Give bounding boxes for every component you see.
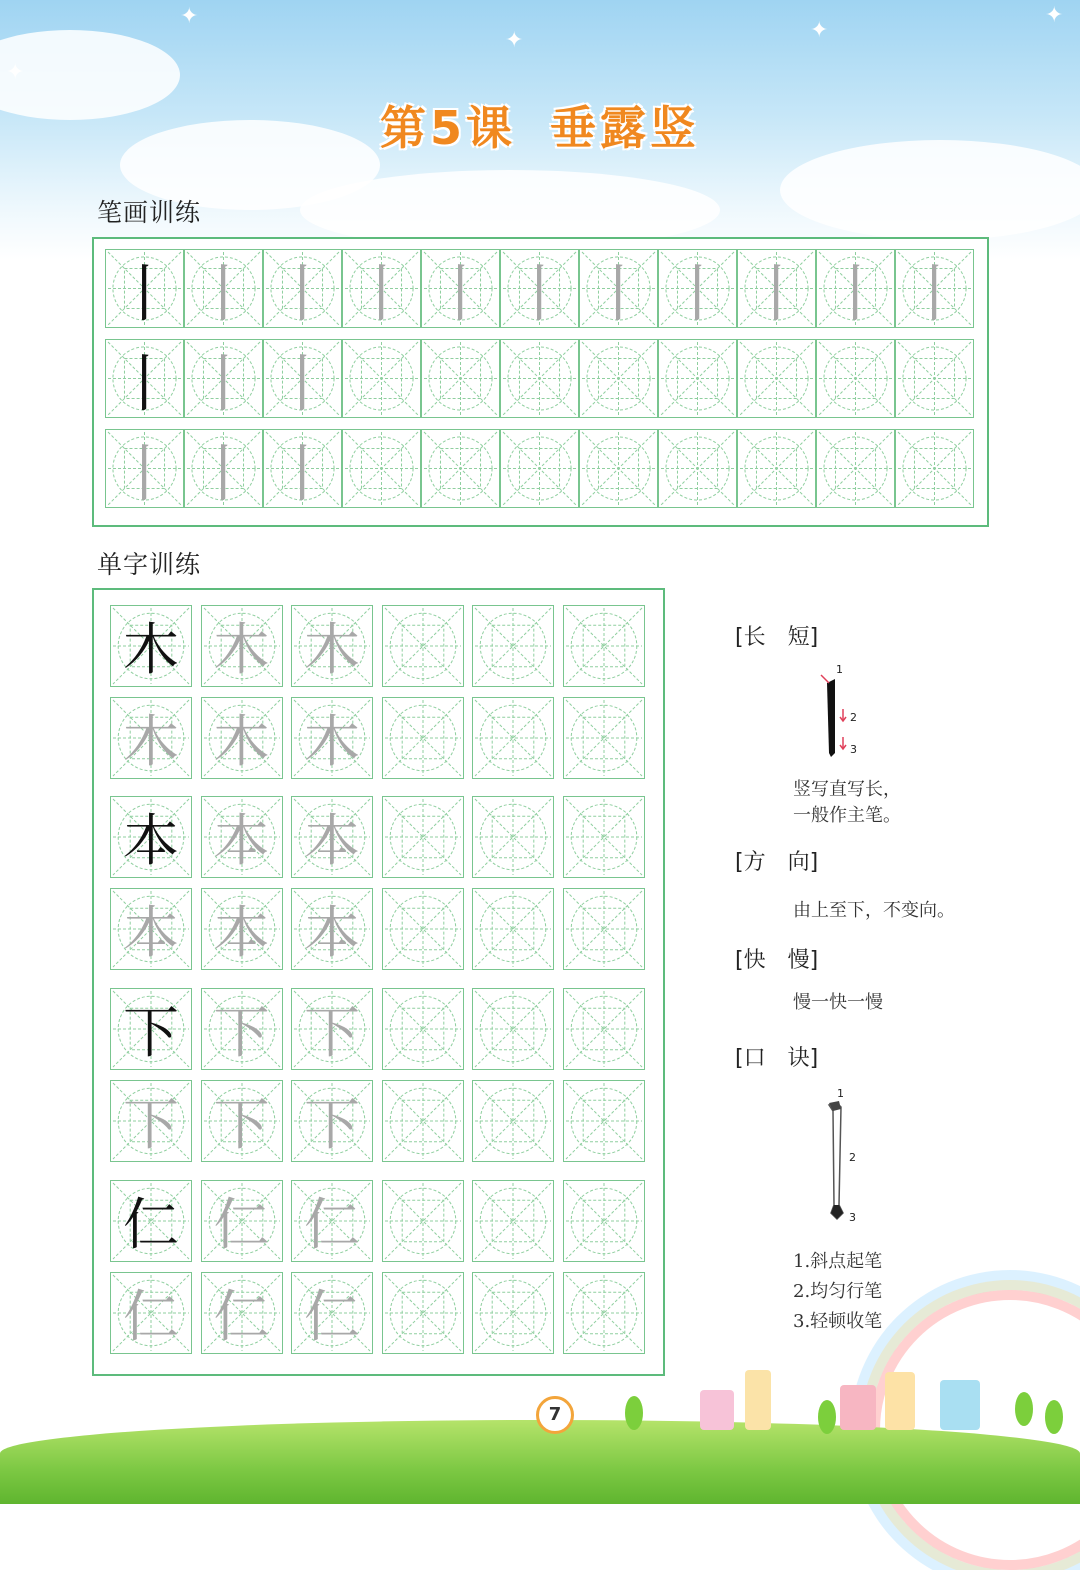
practice-glyph: 木 [123, 710, 179, 775]
vertical-stroke-order-diagram [815, 663, 865, 763]
empty-practice-cell [563, 1080, 645, 1162]
trace-char-cell [201, 1180, 283, 1262]
grid-guide-lines [580, 340, 657, 417]
practice-glyph: 木 [213, 618, 270, 683]
grid-guide-lines [738, 340, 815, 417]
model-char-cell [110, 988, 192, 1070]
empty-practice-cell [382, 988, 464, 1070]
trace-char-cell [291, 888, 373, 970]
empty-practice-cell [563, 605, 645, 687]
practice-glyph: 丨 [903, 257, 966, 330]
trace-stroke-cell [263, 339, 342, 418]
empty-practice-cell [500, 339, 579, 418]
practice-glyph: 木 [304, 710, 360, 775]
empty-practice-cell [421, 339, 500, 418]
page-number: 7 [536, 1396, 574, 1434]
trace-char-cell [201, 988, 283, 1070]
practice-glyph: 下 [304, 1001, 360, 1066]
grid-guide-lines [817, 340, 894, 417]
grid-guide-lines [564, 1181, 644, 1261]
grid-guide-lines [564, 606, 644, 686]
practice-glyph: 本 [304, 901, 360, 966]
practice-glyph: 木 [213, 710, 270, 775]
practice-glyph: 仁 [123, 1285, 179, 1350]
empty-practice-cell [579, 429, 658, 508]
empty-practice-cell [563, 1180, 645, 1262]
grid-guide-lines [817, 430, 894, 507]
practice-glyph: 丨 [271, 437, 334, 510]
diagram-label: 1 [836, 663, 843, 676]
section-label-char: 单字训练 [97, 550, 202, 579]
direction-header: [方 向] [735, 850, 819, 875]
empty-practice-cell [895, 339, 974, 418]
grid-guide-lines [564, 1081, 644, 1161]
practice-glyph: 仁 [213, 1193, 270, 1258]
empty-practice-cell [658, 429, 737, 508]
practice-glyph: 下 [213, 1093, 270, 1158]
practice-glyph: 丨 [745, 257, 808, 330]
trace-char-cell [201, 1272, 283, 1354]
brush-stroke-diagram [823, 1085, 863, 1225]
direction-text: 由上至下，不变向。 [793, 900, 955, 921]
tree-decoration [1045, 1400, 1063, 1434]
practice-glyph: 丨 [508, 257, 571, 330]
empty-practice-cell [382, 1080, 464, 1162]
trace-char-cell [110, 1080, 192, 1162]
empty-practice-cell [472, 697, 554, 779]
empty-practice-cell [472, 988, 554, 1070]
trace-char-cell [291, 1080, 373, 1162]
grid-guide-lines [896, 340, 973, 417]
empty-practice-cell [563, 1272, 645, 1354]
practice-glyph: 丨 [429, 257, 492, 330]
trace-stroke-cell [500, 249, 579, 328]
grid-guide-lines [659, 430, 736, 507]
grid-guide-lines [473, 1181, 553, 1261]
empty-practice-cell [382, 888, 464, 970]
speed-header: [快 慢] [735, 948, 819, 973]
practice-glyph: 下 [123, 1093, 179, 1158]
empty-practice-cell [382, 1180, 464, 1262]
practice-glyph: 丨 [192, 347, 255, 420]
empty-practice-cell [421, 429, 500, 508]
practice-glyph: 下 [123, 1001, 179, 1066]
empty-practice-cell [658, 339, 737, 418]
grid-guide-lines [383, 1273, 463, 1353]
house-decoration [940, 1380, 980, 1430]
sparkle-icon: ✦ [505, 28, 524, 53]
grid-guide-lines [343, 340, 420, 417]
trace-stroke-cell [184, 249, 263, 328]
practice-glyph: 本 [123, 901, 179, 966]
grid-guide-lines [383, 1181, 463, 1261]
house-decoration [745, 1370, 771, 1430]
trace-char-cell [201, 605, 283, 687]
trace-char-cell [291, 605, 373, 687]
practice-glyph: 丨 [113, 347, 176, 420]
trace-char-cell [201, 1080, 283, 1162]
grid-guide-lines [383, 797, 463, 877]
practice-glyph: 仁 [123, 1193, 179, 1258]
house-decoration [700, 1390, 734, 1430]
formula-line: 2.均匀行笔 [793, 1281, 883, 1302]
trace-stroke-cell [421, 249, 500, 328]
trace-char-cell [110, 697, 192, 779]
grid-guide-lines [383, 1081, 463, 1161]
formula-header: [口 诀] [735, 1046, 819, 1071]
empty-practice-cell [472, 1180, 554, 1262]
empty-practice-cell [472, 1080, 554, 1162]
practice-glyph: 本 [304, 809, 360, 874]
lesson-name: 垂露竖 [550, 101, 700, 155]
diagram-label: 3 [849, 1211, 856, 1224]
empty-practice-cell [563, 888, 645, 970]
trace-stroke-cell [658, 249, 737, 328]
sparkle-icon: ✦ [180, 4, 199, 29]
practice-glyph: 下 [304, 1093, 360, 1158]
diagram-label: 2 [850, 711, 857, 724]
diagram-label: 3 [850, 743, 857, 756]
trace-stroke-cell [184, 429, 263, 508]
grid-guide-lines [564, 989, 644, 1069]
practice-glyph: 本 [213, 901, 270, 966]
house-decoration [885, 1372, 915, 1430]
trace-stroke-cell [895, 249, 974, 328]
page-title [0, 92, 1080, 158]
grid-guide-lines [580, 430, 657, 507]
grid-guide-lines [473, 889, 553, 969]
practice-glyph: 丨 [666, 257, 729, 330]
trace-stroke-cell [263, 249, 342, 328]
tree-decoration [818, 1400, 836, 1434]
model-char-cell [110, 796, 192, 878]
practice-glyph: 丨 [113, 437, 176, 510]
empty-practice-cell [563, 796, 645, 878]
empty-practice-cell [342, 339, 421, 418]
grid-guide-lines [473, 989, 553, 1069]
model-stroke-cell [105, 339, 184, 418]
grid-guide-lines [383, 889, 463, 969]
trace-stroke-cell [105, 429, 184, 508]
formula-line: 3.轻顿收笔 [793, 1311, 883, 1332]
grid-guide-lines [343, 430, 420, 507]
stroke-practice-frame [92, 237, 989, 527]
grid-guide-lines [473, 1081, 553, 1161]
grid-guide-lines [473, 606, 553, 686]
grid-guide-lines [473, 698, 553, 778]
practice-glyph: 下 [213, 1001, 270, 1066]
formula-line: 1.斜点起笔 [793, 1251, 883, 1272]
empty-practice-cell [816, 429, 895, 508]
practice-glyph: 丨 [271, 257, 334, 330]
trace-char-cell [110, 888, 192, 970]
house-decoration [840, 1385, 876, 1430]
empty-practice-cell [472, 796, 554, 878]
empty-practice-cell [382, 796, 464, 878]
trace-char-cell [201, 796, 283, 878]
trace-stroke-cell [579, 249, 658, 328]
grid-guide-lines [473, 1273, 553, 1353]
grid-guide-lines [501, 430, 578, 507]
trace-stroke-cell [184, 339, 263, 418]
grid-guide-lines [422, 340, 499, 417]
grass-ground [0, 1420, 1080, 1504]
grid-guide-lines [564, 698, 644, 778]
empty-practice-cell [472, 605, 554, 687]
sparkle-icon: ✦ [810, 18, 829, 43]
grid-guide-lines [473, 797, 553, 877]
empty-practice-cell [472, 1272, 554, 1354]
practice-glyph: 仁 [304, 1193, 360, 1258]
practice-glyph: 丨 [824, 257, 887, 330]
practice-glyph: 木 [123, 618, 179, 683]
trace-char-cell [291, 1272, 373, 1354]
tree-decoration [625, 1396, 643, 1430]
trace-char-cell [291, 697, 373, 779]
trace-stroke-cell [816, 249, 895, 328]
practice-glyph: 丨 [587, 257, 650, 330]
model-stroke-cell [105, 249, 184, 328]
grid-guide-lines [564, 889, 644, 969]
grid-guide-lines [738, 430, 815, 507]
empty-practice-cell [382, 1272, 464, 1354]
empty-practice-cell [382, 605, 464, 687]
empty-practice-cell [500, 429, 579, 508]
grid-guide-lines [422, 430, 499, 507]
speed-text: 慢一快一慢 [793, 992, 883, 1013]
model-char-cell [110, 605, 192, 687]
grid-guide-lines [564, 1273, 644, 1353]
empty-practice-cell [382, 697, 464, 779]
trace-char-cell [110, 1272, 192, 1354]
trace-stroke-cell [263, 429, 342, 508]
practice-glyph: 丨 [271, 347, 334, 420]
trace-char-cell [291, 988, 373, 1070]
empty-practice-cell [342, 429, 421, 508]
empty-practice-cell [737, 429, 816, 508]
length-text-line: 一般作主笔。 [793, 805, 901, 826]
grid-guide-lines [383, 606, 463, 686]
empty-practice-cell [579, 339, 658, 418]
grid-guide-lines [501, 340, 578, 417]
trace-stroke-cell [342, 249, 421, 328]
length-text-line: 竖写直写长， [793, 779, 901, 800]
trace-stroke-cell [737, 249, 816, 328]
trace-char-cell [291, 1180, 373, 1262]
practice-glyph: 丨 [350, 257, 413, 330]
trace-char-cell [201, 888, 283, 970]
empty-practice-cell [737, 339, 816, 418]
practice-glyph: 本 [213, 809, 270, 874]
sparkle-icon: ✦ [6, 60, 25, 85]
diagram-label: 2 [849, 1151, 856, 1164]
empty-practice-cell [895, 429, 974, 508]
grid-guide-lines [564, 797, 644, 877]
grid-guide-lines [383, 989, 463, 1069]
grid-guide-lines [659, 340, 736, 417]
model-char-cell [110, 1180, 192, 1262]
sparkle-icon: ✦ [1045, 3, 1064, 28]
grid-guide-lines [896, 430, 973, 507]
practice-glyph: 木 [304, 618, 360, 683]
length-header: [长 短] [735, 625, 819, 650]
char-practice-frame [92, 588, 665, 1376]
practice-glyph: 丨 [192, 437, 255, 510]
diagram-label: 1 [837, 1087, 844, 1100]
lesson-number: 第5课 [379, 101, 516, 155]
practice-glyph: 仁 [304, 1285, 360, 1350]
empty-practice-cell [563, 988, 645, 1070]
practice-glyph: 仁 [213, 1285, 270, 1350]
trace-char-cell [201, 697, 283, 779]
tree-decoration [1015, 1392, 1033, 1426]
trace-char-cell [291, 796, 373, 878]
empty-practice-cell [472, 888, 554, 970]
empty-practice-cell [563, 697, 645, 779]
practice-glyph: 本 [123, 809, 179, 874]
empty-practice-cell [816, 339, 895, 418]
section-label-stroke: 笔画训练 [97, 198, 202, 227]
practice-glyph: 丨 [113, 257, 176, 330]
practice-glyph: 丨 [192, 257, 255, 330]
grid-guide-lines [383, 698, 463, 778]
